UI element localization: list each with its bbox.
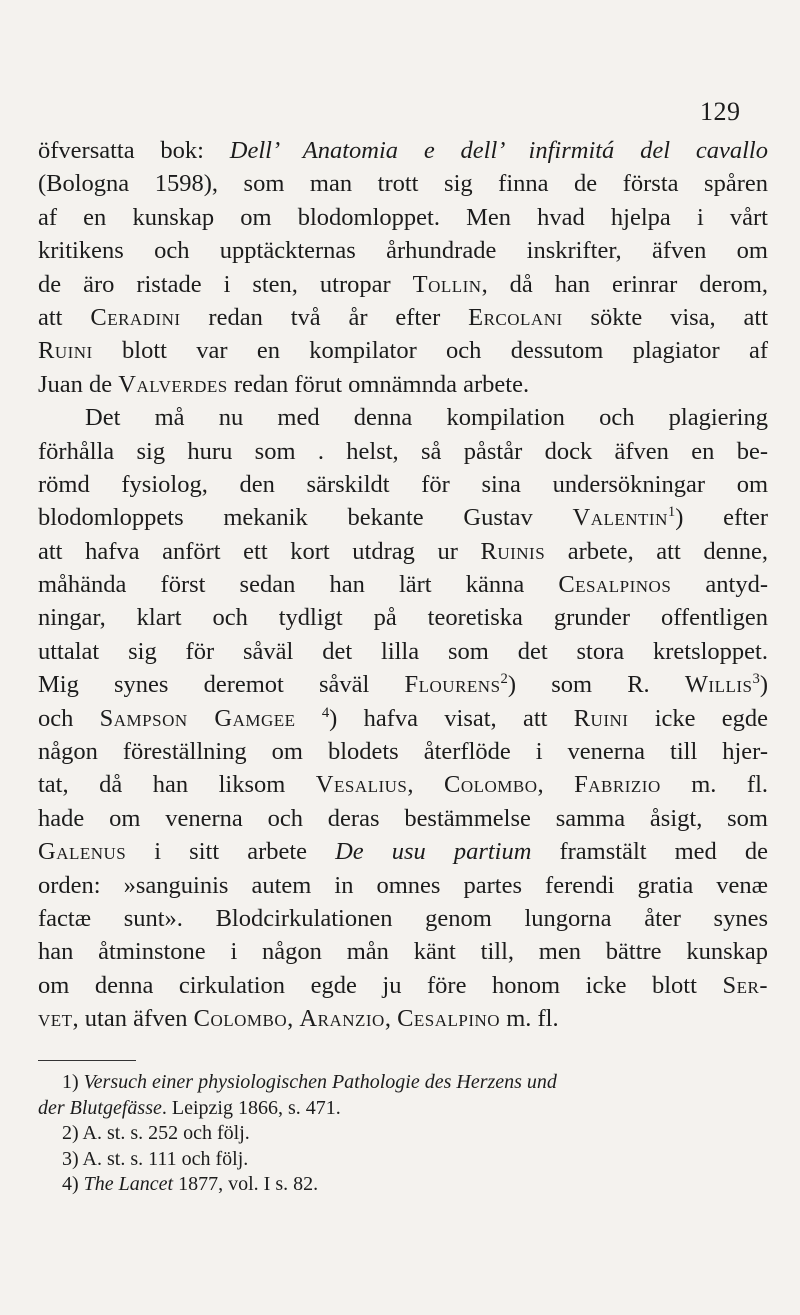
text-run: Cesalpinos [558,571,672,599]
text-run: . Leipzig 1866, s. 471. [161,1096,341,1119]
text-line [38,702,768,735]
text-line [38,635,768,668]
text-run: uttalat sig för såväl det lilla som det stora kretsloppet. [38,637,768,665]
text-run: 4) [62,1173,84,1195]
text-line [38,468,768,501]
footnote-line [38,1121,768,1147]
footnote-line [38,1172,768,1198]
text-run: redan förut omnämnda arbete. [227,370,530,398]
text-run: ) hafva visat, att [329,704,574,732]
text-run: , [384,1005,398,1033]
text-line [38,668,768,701]
text-run: öfversatta bok: [38,137,230,164]
text-run: orden: »sanguinis autem in omnes partes ferendi gratia venæ [38,871,768,899]
text-line [38,167,768,200]
text-run: Ruini [573,704,629,732]
text-run: , [407,771,445,799]
text-run: hade om venerna och deras bestämmelse samma åsigt, som [38,804,768,832]
text-run: , då han erinrar derom, [481,270,769,298]
footnote-rule [38,1060,136,1061]
text-line [38,301,768,334]
text-line [38,234,768,267]
text-run: 1) [62,1071,84,1093]
text-run: Valverdes [118,370,228,398]
text-run: kritikens och upptäckternas århundrade inskrifter, äfven om [38,237,768,265]
text-line [38,401,768,434]
text-line [38,568,768,601]
text-run: Fabrizio [574,771,661,799]
text-run: ) som R. [507,671,685,699]
text-run: Det må nu med denna kompilation och plagiering [85,404,768,432]
text-run: The Lancet [83,1173,174,1195]
text-run: Sampson Gamgee [99,704,296,732]
text-line [38,768,768,801]
text-run: Mig synes deremot såväl [38,671,405,699]
text-run: Willis [684,671,753,699]
text-run: blodomloppets mekanik bekante Gustav [38,504,573,532]
text-line [38,435,768,468]
text-run: framstält med de [531,838,768,866]
page-number: 129 [700,97,741,126]
text-run: Tollin [412,270,482,298]
text-line [38,835,768,868]
text-line [38,969,768,1002]
text-run: sökte visa, att [562,303,769,331]
text-run: Juan de [38,370,119,398]
text-run: icke egde [628,704,769,732]
text-run: m. fl. [500,1005,559,1033]
text-run [296,705,322,732]
text-run: Colombo [193,1005,288,1033]
text-run: factæ sunt». Blodcirkulationen genom lungorna åter synes [38,904,768,932]
text-run: Cesalpino [397,1005,501,1033]
text-run: Galenus [38,838,127,866]
text-run: vet [38,1005,73,1033]
footnote-line [38,1147,768,1173]
text-run: de äro ristade i sten, utropar [38,270,413,298]
text-line [38,869,768,902]
text-run: 2) A. st. s. 252 och följ. [62,1122,250,1144]
text-run: Ercolani [468,303,563,331]
footnote-line [38,1070,768,1096]
text-run: ) [759,671,768,699]
text-line [38,601,768,634]
text-run: tat, då han liksom [38,771,316,799]
text-run: antyd- [671,571,768,599]
text-line [38,268,768,301]
text-run: förhålla sig huru som . helst, så påstår dock äfven en be- [38,437,768,465]
text-run: och [38,704,100,732]
text-run: redan två år efter [180,303,469,331]
text-run: Ruini [38,337,93,365]
footnote-ref: 1 [667,504,676,521]
text-run: De usu partium [335,838,532,866]
text-run: Ruinis [480,537,546,565]
text-run: Valentin [572,504,668,532]
footnote-line [38,1096,768,1122]
body-text [38,134,768,1036]
text-run: 1877, vol. I s. 82. [173,1173,319,1195]
text-line [38,501,768,534]
text-run: arbete, att denne, [545,537,768,565]
text-run: af en kunskap om blodomloppet. Men hvad hjelpa i vårt [38,203,768,231]
text-run: någon föreställning om blodets återflöde i venerna till hjer- [38,738,768,766]
text-run: , [537,771,575,799]
text-run: Vesalius [315,771,408,799]
text-run: m. fl. [660,771,768,799]
text-run: , utan äfven [72,1005,194,1033]
text-run: römd fysiolog, den särskildt för sina undersökningar om [38,470,768,498]
text-run: blott var en kompilator och dessutom plagiator af [92,337,768,365]
text-run: , [287,1005,300,1033]
text-run: Versuch einer physiologischen Pathologie des Herzens und [83,1071,557,1093]
footnote-ref: 4 [321,704,330,721]
text-run: Aranzio [299,1005,385,1033]
footnote-ref: 2 [500,671,508,688]
text-line [38,334,768,367]
text-run: i sitt arbete [126,838,336,866]
text-run: Dell’ Anatomia e dell’ infirmitá del cavallo [229,137,768,164]
footnote-ref: 3 [752,671,760,688]
text-run: han åtminstone i någon mån känt till, men bättre kunskap [38,938,768,966]
text-run: om denna cirkulation egde ju före honom icke blott [38,971,723,999]
text-run: Flourens [404,671,501,699]
text-line [38,902,768,935]
text-line [38,1002,768,1035]
text-line [38,368,768,401]
text-line [38,802,768,835]
text-run: Ser- [722,971,768,999]
text-run: Colombo [444,771,538,799]
text-run: ningar, klart och tydligt på teoretiska grunder offentligen [38,604,768,632]
text-line [38,535,768,568]
text-run: att [38,303,91,331]
text-run: ) efter [675,504,768,532]
text-run: att hafva anfört ett kort utdrag ur [38,537,481,565]
text-run: der Blutgefässe [38,1096,162,1119]
text-line [38,735,768,768]
footnotes [38,1070,768,1198]
text-line [38,201,768,234]
text-run: (Bologna 1598), som man trott sig finna de första spåren [38,170,768,198]
text-line [38,935,768,968]
text-line [38,134,768,167]
text-run: 3) A. st. s. 111 och följ. [62,1147,249,1170]
text-run: Ceradini [90,303,181,331]
text-run: måhända först sedan han lärt känna [38,571,559,599]
